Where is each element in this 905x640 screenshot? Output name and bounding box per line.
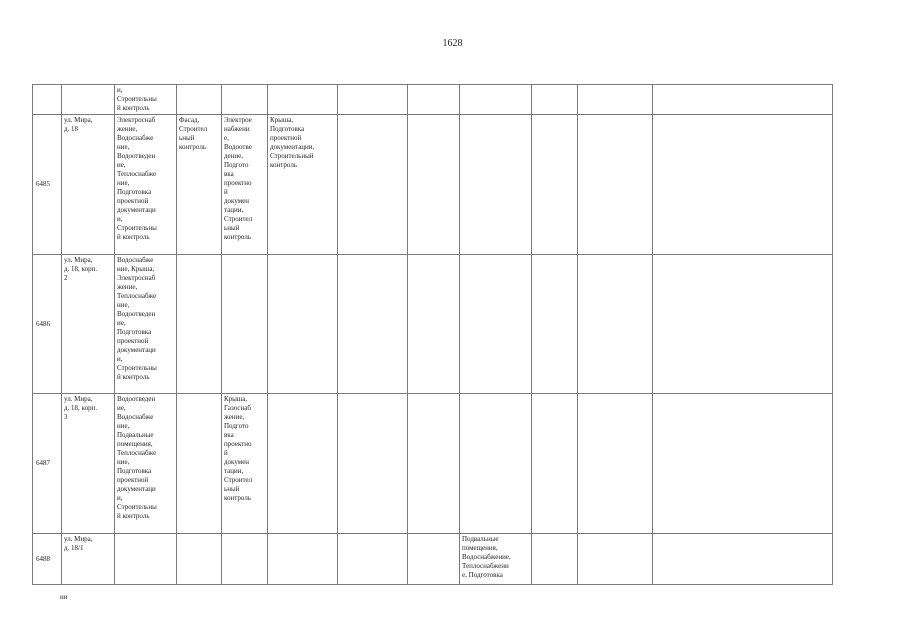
work-type-cell: Водоснабже ние, Крыша, Электроснаб жение, Теплоснабже ние, Водоотведен ие, Подготовка проектной документаци и, Строительны й контроль (115, 255, 177, 394)
work-type-cell: Фасад, Строител ьный контроль (177, 115, 222, 255)
work-type-cell: Водоотведен ие, Водоснабже ние, Подвальные помещения, Теплоснабже ние, Подготовка проектной документаци и, Строительны й контроль (115, 394, 177, 534)
table-row (33, 115, 833, 255)
works-table (32, 84, 833, 585)
work-type-cell (460, 85, 532, 115)
work-type-cell (338, 115, 408, 255)
work-type-cell (578, 394, 653, 534)
work-type-cell (408, 115, 460, 255)
work-type-cell (532, 115, 578, 255)
footer-note: ни (60, 593, 68, 601)
work-type-cell (177, 394, 222, 534)
work-type-cell (222, 85, 268, 115)
work-type-cell (460, 115, 532, 255)
work-type-cell (532, 85, 578, 115)
work-type-cell (338, 394, 408, 534)
work-type-cell (578, 534, 653, 585)
work-type-cell (653, 255, 833, 394)
work-type-cell (408, 534, 460, 585)
address-cell: ул. Мира, д. 18, корп. 3 (62, 394, 115, 534)
page-number: 1628 (442, 38, 463, 49)
work-type-cell (338, 534, 408, 585)
work-type-cell (338, 85, 408, 115)
work-type-cell (578, 115, 653, 255)
work-type-cell (532, 534, 578, 585)
table-row (33, 85, 833, 115)
work-type-cell (653, 115, 833, 255)
work-type-cell (268, 85, 338, 115)
work-type-cell (408, 394, 460, 534)
work-type-cell: Электрое набжени е, Водоотве дение, Подгото вка проектно й докумен тации, Строител ьный контроль (222, 115, 268, 255)
work-type-cell (460, 255, 532, 394)
work-type-cell (268, 534, 338, 585)
work-type-cell (115, 534, 177, 585)
work-type-cell (268, 255, 338, 394)
work-type-cell: и, Строительны й контроль (115, 85, 177, 115)
address-cell: ул. Мира, д. 18 (62, 115, 115, 255)
work-type-cell (222, 255, 268, 394)
work-type-cell (222, 534, 268, 585)
table-row (33, 394, 833, 534)
work-type-cell (408, 255, 460, 394)
object-number-cell (33, 85, 62, 115)
work-type-cell (653, 394, 833, 534)
work-type-cell: Подвальные помещения, Водоснабжение, Теплоснабжени е, Подготовка (460, 534, 532, 585)
work-type-cell (338, 255, 408, 394)
work-type-cell (177, 255, 222, 394)
address-cell: ул. Мира, д. 18, корп. 2 (62, 255, 115, 394)
work-type-cell: Крыша, Подготовка проектной документации, Строительный контроль (268, 115, 338, 255)
work-type-cell (532, 255, 578, 394)
table-row (33, 534, 833, 585)
work-type-cell (268, 394, 338, 534)
work-type-cell (460, 394, 532, 534)
work-type-cell (532, 394, 578, 534)
work-type-cell (177, 85, 222, 115)
object-number-cell: 6488 (33, 534, 62, 585)
object-number-cell: 6486 (33, 255, 62, 394)
table-row (33, 255, 833, 394)
work-type-cell (177, 534, 222, 585)
object-number-cell: 6487 (33, 394, 62, 534)
work-type-cell (578, 255, 653, 394)
work-type-cell (653, 534, 833, 585)
work-type-cell: Электроснаб жение, Водоснабже ние, Водоотведен ие, Теплоснабже ние, Подготовка проектной документаци и, Строительны й контроль (115, 115, 177, 255)
address-cell (62, 85, 115, 115)
work-type-cell: Крыша, Газоснаб жение, Подгото вка проектно й докумен тации, Строител ьный контроль (222, 394, 268, 534)
address-cell: ул. Мира, д. 18/1 (62, 534, 115, 585)
work-type-cell (653, 85, 833, 115)
work-type-cell (408, 85, 460, 115)
work-type-cell (578, 85, 653, 115)
object-number-cell: 6485 (33, 115, 62, 255)
